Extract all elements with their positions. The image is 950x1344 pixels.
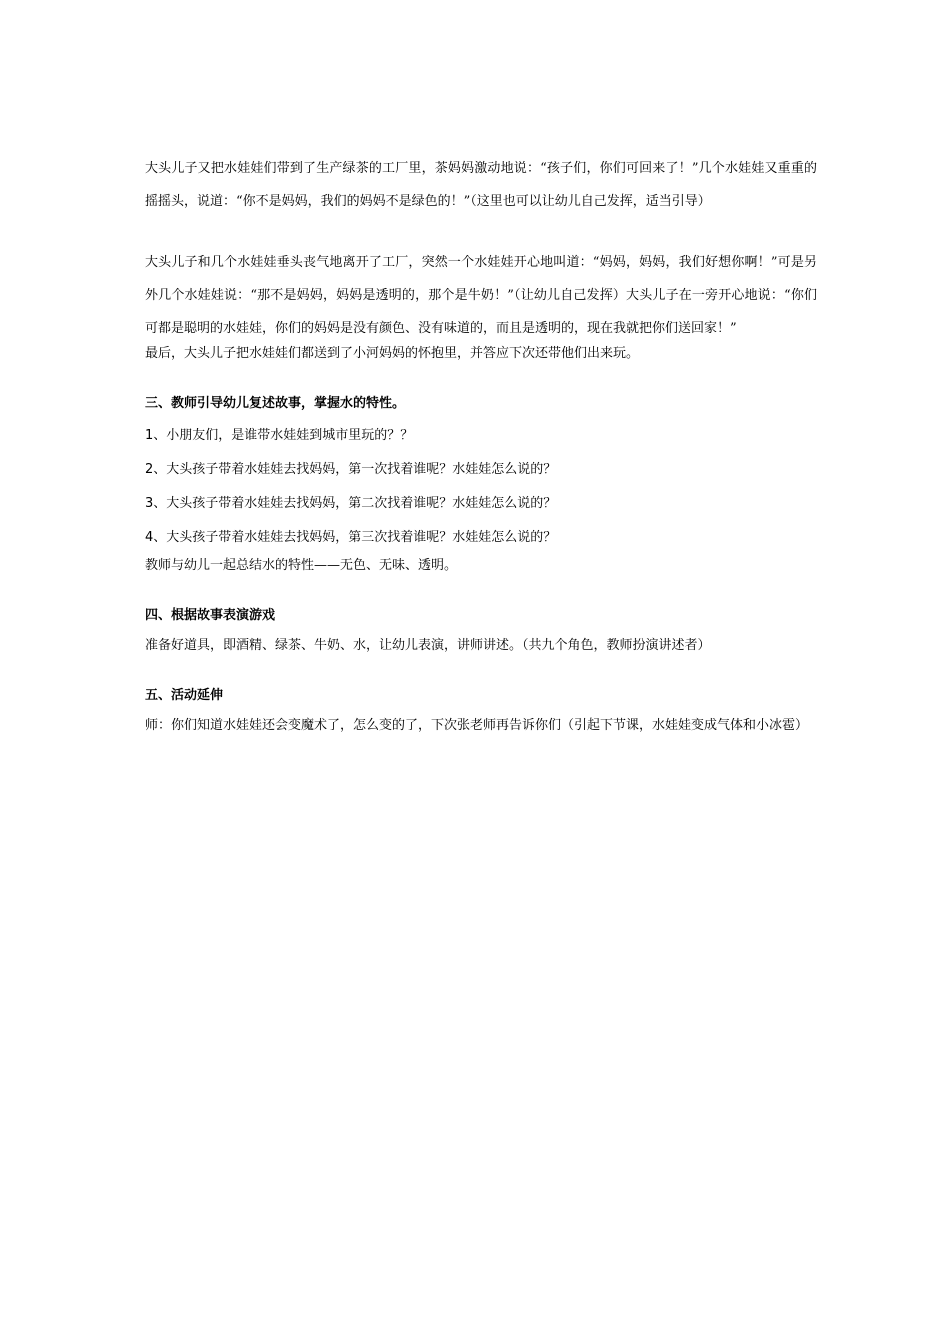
story-paragraph-2: 大头儿子和几个水娃娃垂头丧气地离开了工厂，突然一个水娃娃开心地叫道：“妈妈，妈妈，我们好想你啊！”可是另外几个水娃娃说：“那不是妈妈，妈妈是透明的，那个是牛奶！”（让幼儿自己发挥）大头儿子在一旁开心地说：“你们可都是聪明的水娃娃，你们的妈妈是没有颜色、没有味道的，而且是透明的，现在我就把你们送回家！” xyxy=(145,255,817,336)
spacer xyxy=(145,218,817,246)
question-item-4 xyxy=(145,527,817,549)
story-paragraph-3: 最后，大头儿子把水娃娃们都送到了小河妈妈的怀抱里，并答应下次还带他们出来玩。 xyxy=(145,346,640,361)
question-item-3 xyxy=(145,493,817,515)
question-number: 1 xyxy=(145,428,154,443)
question-item-1 xyxy=(145,425,817,447)
spacer xyxy=(145,657,817,685)
question-text: 、小朋友们，是谁带水娃娃到城市里玩的？？ xyxy=(153,428,414,443)
question-number: 3 xyxy=(145,496,154,511)
section-3-summary: 教师与幼儿一起总结水的特性——无色、无味、透明。 xyxy=(145,558,458,573)
question-list xyxy=(145,425,817,549)
question-item-2 xyxy=(145,459,817,481)
story-paragraph-1: 大头儿子又把水娃娃们带到了生产绿茶的工厂里，茶妈妈激动地说：“孩子们，你们可回来了！”几个水娃娃又重重的摇摇头，说道：“你不是妈妈，我们的妈妈不是绿色的！”（这里也可以让幼儿自己发挥，适当引导） xyxy=(145,161,817,209)
spacer xyxy=(145,577,817,605)
section-5-text: 师：你们知道水娃娃还会变魔术了，怎么变的了，下次张老师再告诉你们（引起下节课，水娃娃变成气体和小冰雹） xyxy=(145,718,809,733)
spacer xyxy=(145,365,817,393)
section-5-heading: 五、活动延伸 xyxy=(145,688,224,703)
section-4-heading: 四、根据故事表演游戏 xyxy=(145,608,276,623)
question-number: 2 xyxy=(145,462,154,477)
question-number: 4 xyxy=(145,530,154,545)
section-4-text: 准备好道具，即酒精、绿茶、牛奶、水，让幼儿表演，讲师讲述。（共九个角色，教师扮演讲述者） xyxy=(145,638,711,653)
question-text: 、大头孩子带着水娃娃去找妈妈，第一次找着谁呢？水娃娃怎么说的？ xyxy=(153,462,557,477)
question-text: 、大头孩子带着水娃娃去找妈妈，第三次找着谁呢？水娃娃怎么说的？ xyxy=(153,530,557,545)
document-page xyxy=(145,152,817,742)
section-3-heading: 三、教师引导幼儿复述故事，掌握水的特性。 xyxy=(145,396,406,411)
question-text: 、大头孩子带着水娃娃去找妈妈，第二次找着谁呢？水娃娃怎么说的？ xyxy=(153,496,557,511)
